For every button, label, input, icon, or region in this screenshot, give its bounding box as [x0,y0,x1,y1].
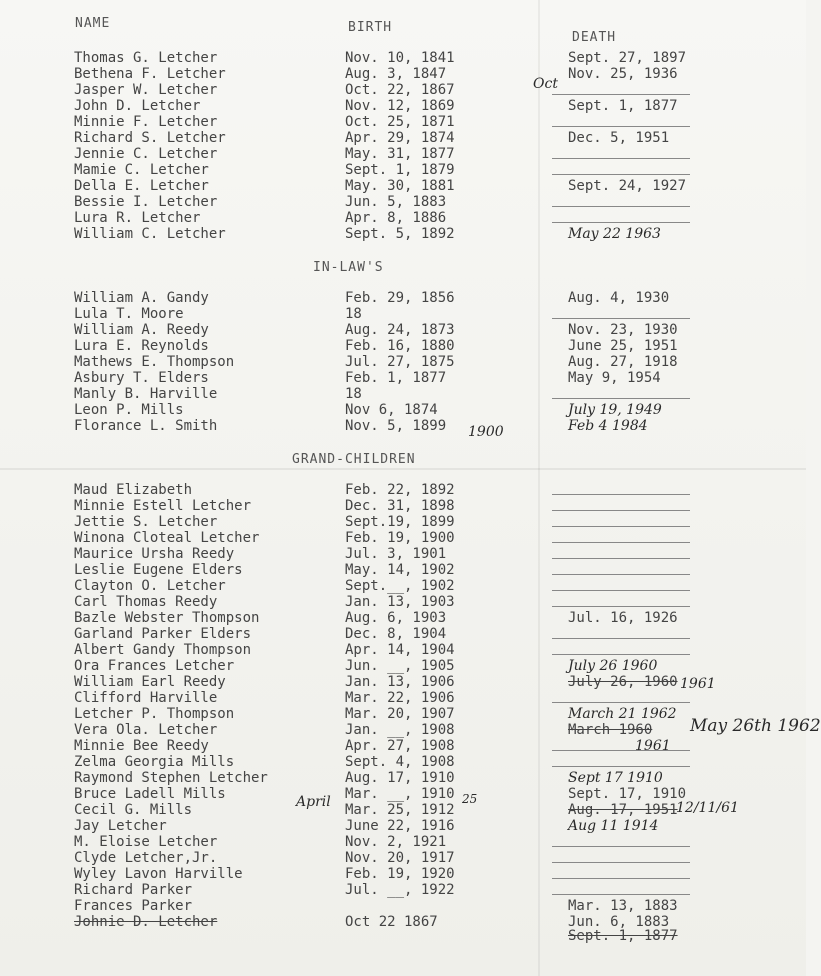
grandchild-row [0,498,806,514]
birth-date: 18 [345,306,362,322]
birth-date: Mar. 20, 1907 [345,706,455,722]
child-row [0,66,806,82]
birth-date: Nov. 5, 1899 [345,418,447,434]
grandchild-row [0,754,806,770]
person-name: Clyde Letcher,Jr. [74,850,218,866]
birth-date: Aug. 3, 1847 [345,66,447,82]
blank-death-line [552,846,690,847]
child-row [0,50,806,66]
child-row [0,226,806,242]
grandchild-row [0,658,806,674]
blank-death-line [552,590,690,591]
blank-death-line [552,126,690,127]
child-row [0,114,806,130]
person-name: Garland Parker Elders [74,626,252,642]
person-name: Jennie C. Letcher [74,146,218,162]
blank-death-line [552,558,690,559]
handwritten-may26-1962: May 26th 1962 [690,716,821,736]
extra-death-value: Sept. 1, 1877 [568,928,678,944]
birth-date: Jul. __, 1922 [345,882,455,898]
blank-death-line [552,94,690,95]
blank-death-line [552,702,690,703]
section-inlaws: IN-LAW'S [313,260,384,275]
inlaw-row [0,386,806,402]
birth-date: May. 31, 1877 [345,146,455,162]
birth-date: Feb. 19, 1920 [345,866,455,882]
birth-date: Oct. 25, 1871 [345,114,455,130]
birth-date: Nov 6, 1874 [345,402,438,418]
birth-date: Apr. 14, 1904 [345,642,455,658]
blank-death-line [552,862,690,863]
birth-date: Nov. 12, 1869 [345,98,455,114]
person-name: Richard Parker [74,882,193,898]
person-name: Bessie I. Letcher [74,194,218,210]
inlaw-row [0,370,806,386]
person-name: Wyley Lavon Harville [74,866,243,882]
grandchild-row [0,738,806,754]
death-date: May 9, 1954 [568,370,661,386]
person-name: Minnie Estell Letcher [74,498,252,514]
person-name: Raymond Stephen Letcher [74,770,268,786]
person-name: Minnie Bee Reedy [74,738,209,754]
person-name: Richard S. Letcher [74,130,226,146]
blank-death-line [552,878,690,879]
birth-date: Feb. 1, 1877 [345,370,447,386]
person-name: Albert Gandy Thompson [74,642,252,658]
person-name: Maud Elizabeth [74,482,193,498]
person-name: Manly B. Harville [74,386,218,402]
person-name: Leon P. Mills [74,402,184,418]
grandchild-row [0,706,806,722]
person-name: Winona Cloteal Letcher [74,530,260,546]
person-name: Asbury T. Elders [74,370,209,386]
birth-date: 18 [345,386,362,402]
birth-date: Apr. 29, 1874 [345,130,455,146]
grandchild-row [0,770,806,786]
inlaw-row [0,322,806,338]
blank-death-line [552,542,690,543]
person-name: M. Eloise Letcher [74,834,218,850]
birth-date: Feb. 19, 1900 [345,530,455,546]
child-row [0,210,806,226]
blank-death-line [552,638,690,639]
header-birth: BIRTH [348,20,393,35]
birth-date: Feb. 22, 1892 [345,482,455,498]
grandchild-row [0,578,806,594]
grandchild-row [0,722,806,738]
birth-date: Dec. 8, 1904 [345,626,447,642]
birth-date: Jan. 13, 1906 [345,674,455,690]
children-list [0,50,806,242]
death-date: Nov. 23, 1930 [568,322,678,338]
blank-death-line [552,222,690,223]
person-name: William A. Gandy [74,290,209,306]
blank-death-line [552,654,690,655]
person-name: Zelma Georgia Mills [74,754,235,770]
grandchild-row [0,642,806,658]
child-row [0,98,806,114]
birth-date: Sept. 1, 1879 [345,162,455,178]
header-name: NAME [75,16,111,31]
grandchild-row [0,562,806,578]
handwritten-1961b: 1961 [635,738,671,754]
blank-death-line [552,894,690,895]
child-row [0,82,806,98]
birth-date: May. 14, 1902 [345,562,455,578]
death-date: Sept. 17, 1910 [568,786,687,802]
person-name: Jasper W. Letcher [74,82,218,98]
child-row [0,130,806,146]
person-name: Minnie F. Letcher [74,114,218,130]
person-name: Thomas G. Letcher [74,50,218,66]
inlaw-row [0,338,806,354]
blank-death-line [552,174,690,175]
person-name: Maurice Ursha Reedy [74,546,235,562]
grandchild-row [0,482,806,498]
blank-death-line [552,158,690,159]
blank-death-line [552,510,690,511]
person-name: Lula T. Moore [74,306,184,322]
death-date: May 22 1963 [568,226,661,242]
birth-date: Apr. 8, 1886 [345,210,447,226]
person-name: Mamie C. Letcher [74,162,209,178]
birth-date: Mar. 22, 1906 [345,690,455,706]
birth-date: Jan. __, 1908 [345,722,455,738]
grandchild-row [0,514,806,530]
child-row [0,178,806,194]
death-date: Sept 17 1910 [568,770,663,786]
birth-date: May. 30, 1881 [345,178,455,194]
inlaws-list [0,290,806,434]
birth-date: Dec. 31, 1898 [345,498,455,514]
person-name: Bruce Ladell Mills [74,786,226,802]
blank-death-line [552,766,690,767]
paper-fold-horizontal [0,468,806,470]
inlaw-row [0,402,806,418]
handwritten-25: 25 [462,792,478,806]
death-date: March 21 1962 [568,706,677,722]
birth-date: Aug. 24, 1873 [345,322,455,338]
extra-death-row [0,928,806,944]
person-name: Lura R. Letcher [74,210,201,226]
birth-date: Sept.19, 1899 [345,514,455,530]
birth-date: June 22, 1916 [345,818,455,834]
grandchild-row [0,850,806,866]
birth-date: Sept.__, 1902 [345,578,455,594]
person-name: Letcher P. Thompson [74,706,235,722]
inlaw-row [0,290,806,306]
person-name: Florance L. Smith [74,418,218,434]
blank-death-line [552,494,690,495]
birth-date: Jun. __, 1905 [345,658,455,674]
birth-date: Sept. 4, 1908 [345,754,455,770]
grandchild-row [0,546,806,562]
person-name: John D. Letcher [74,98,201,114]
death-date: Jul. 16, 1926 [568,610,678,626]
death-date: Aug. 17, 1951 [568,802,678,818]
child-row [0,162,806,178]
grandchild-row [0,882,806,898]
birth-date: Aug. 17, 1910 [345,770,455,786]
person-name: Clifford Harville [74,690,218,706]
person-name: Bethena F. Letcher [74,66,226,82]
death-date: Sept. 1, 1877 [568,98,678,114]
handwritten-1961a: 1961 [680,676,716,692]
inlaw-row [0,354,806,370]
death-date: July 19, 1949 [568,402,662,418]
grandchild-row [0,610,806,626]
person-name: Ora Frances Letcher [74,658,235,674]
death-date: July 26 1960 [568,658,658,674]
person-name: Jay Letcher [74,818,167,834]
person-name: Vera Ola. Letcher [74,722,218,738]
handwritten-oct: Oct [533,76,558,92]
birth-date: Oct. 22, 1867 [345,82,455,98]
person-name: Mathews E. Thompson [74,354,235,370]
birth-date: Sept. 5, 1892 [345,226,455,242]
death-date: July 26, 1960 [568,674,678,690]
birth-date: Apr. 27, 1908 [345,738,455,754]
blank-death-line [552,318,690,319]
grandchild-row [0,834,806,850]
child-row [0,194,806,210]
birth-date: Feb. 29, 1856 [345,290,455,306]
birth-date: Jun. 5, 1883 [345,194,447,210]
child-row [0,146,806,162]
handwritten-april: April [296,794,331,810]
person-name: Cecil G. Mills [74,802,193,818]
birth-date: Mar. __, 1910 [345,786,455,802]
person-name: Leslie Eugene Elders [74,562,243,578]
death-date: Mar. 13, 1883 [568,898,678,914]
blank-death-line [552,526,690,527]
death-date: Sept. 24, 1927 [568,178,687,194]
death-date: Jun. 6, 1883 [568,914,670,930]
blank-death-line [552,574,690,575]
handwritten-birth-1900: 1900 [468,424,504,440]
grandchild-row [0,626,806,642]
death-date: March 1960 [568,722,653,738]
birth-date: Nov. 10, 1841 [345,50,455,66]
person-name: Jettie S. Letcher [74,514,218,530]
death-date: Aug. 4, 1930 [568,290,670,306]
birth-date: Oct 22 1867 [345,914,438,930]
death-date: Feb 4 1984 [568,418,648,434]
header-death: DEATH [572,30,617,45]
person-name: Bazle Webster Thompson [74,610,260,626]
person-name: William Earl Reedy [74,674,226,690]
grandchild-row [0,690,806,706]
person-name: Carl Thomas Reedy [74,594,218,610]
birth-date: Aug. 6, 1903 [345,610,447,626]
inlaw-row [0,418,806,434]
death-date: Dec. 5, 1951 [568,130,670,146]
blank-death-line [552,206,690,207]
grandchild-row [0,898,806,914]
inlaw-row [0,306,806,322]
grandchild-row [0,818,806,834]
person-name: Frances Parker [74,898,193,914]
blank-death-line [552,398,690,399]
birth-date: Nov. 20, 1917 [345,850,455,866]
grandchildren-list [0,482,806,930]
birth-date: Nov. 2, 1921 [345,834,447,850]
person-name: William C. Letcher [74,226,226,242]
birth-date: Jul. 3, 1901 [345,546,447,562]
death-date: Nov. 25, 1936 [568,66,678,82]
person-name: Lura E. Reynolds [74,338,209,354]
birth-date: Jan. 13, 1903 [345,594,455,610]
birth-date: Feb. 16, 1880 [345,338,455,354]
section-grandchildren: GRAND-CHILDREN [292,452,416,467]
handwritten-12-11-61: 12/11/61 [676,800,739,816]
person-name: Clayton O. Letcher [74,578,226,594]
grandchild-row [0,866,806,882]
grandchild-row [0,530,806,546]
birth-date: Mar. 25, 1912 [345,802,455,818]
death-date: June 25, 1951 [568,338,678,354]
death-date: Sept. 27, 1897 [568,50,687,66]
death-date: Aug 11 1914 [568,818,659,834]
person-name: William A. Reedy [74,322,209,338]
birth-date: Jul. 27, 1875 [345,354,455,370]
person-name: Della E. Letcher [74,178,209,194]
person-name: Johnie D. Letcher [74,914,218,930]
blank-death-line [552,606,690,607]
death-date: Aug. 27, 1918 [568,354,678,370]
grandchild-row [0,594,806,610]
